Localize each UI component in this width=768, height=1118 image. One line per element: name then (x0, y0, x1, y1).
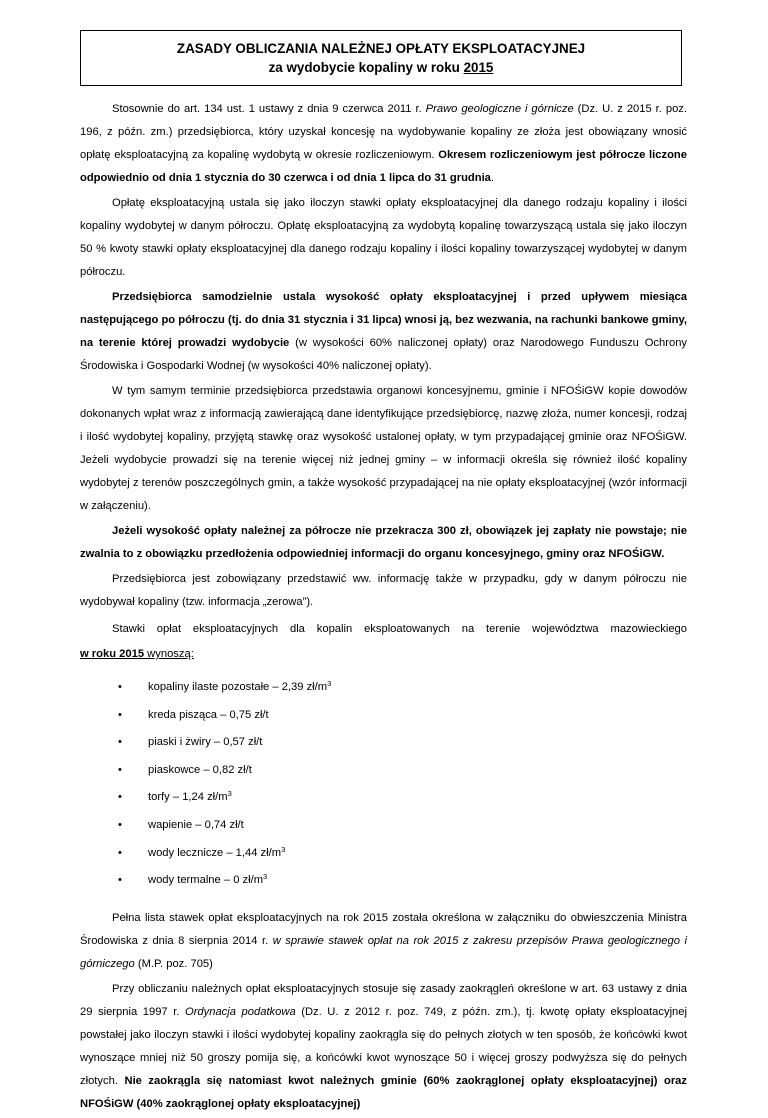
bullet-icon: • (118, 708, 122, 721)
rates-intro-tail: wynoszą: (144, 648, 194, 660)
paragraph-calculation: Opłatę eksploatacyjną ustala się jako iloczyn stawki opłaty eksploatacyjnej dla danego rodzaju kopaliny i ilości kopaliny wydobytej w danym półroczu. Opłatę eksploatacyjną za wydobytą kopalinę towarzyszącą ustala się jako iloczyn 50 % kwoty stawki opłaty eksploatacyjnej dla danego rodzaju kopaliny i ilości kopaliny towarzyszącej wydobytej w danym półroczu. (80, 197, 687, 278)
subtitle-year: 2015 (463, 60, 494, 75)
p8-text-b: (Dz. U. z 2012 r. poz. 749, z późn. zm.), tj. kwotę opłaty eksploatacyjnej powstałej jako iloczyn stawki i ilości wydobytej kopaliny zaokrągla się do pełnych złotych w ten sposób, że końcówki kwot wynoszące mniej niż 50 groszy pomija się, a końcówki kwot wynoszące 50 i więcej groszy podwyższa się do pełnych złotych. (80, 1005, 687, 1087)
p1-law-title: Prawo geologiczne i górnicze (425, 103, 574, 115)
rate-unit-superscript: 3 (281, 844, 286, 854)
bullet-icon: • (118, 681, 122, 693)
rate-item (80, 786, 687, 814)
p8-act-title: Ordynacja podatkowa (185, 1005, 296, 1018)
p3-payment-deadline: Przedsiębiorca samodzielnie ustala wysokość opłaty eksploatacyjnej i przed upływem miesiąca następującego po półroczu (tj. do dnia 31 stycznia i 31 lipca) wnosi ją, bez wezwania, na rachunki bankowe gminy, na terenie której prowadzi wydobycie (80, 291, 687, 349)
paragraph-full-list (80, 907, 687, 976)
rate-text: wody lecznicze – 1,44 zł/m (148, 846, 282, 859)
paragraph-zero-info: Przedsiębiorca jest zobowiązany przedstawić ww. informację także w przypadku, gdy w danym półroczu nie wydobywał kopaliny (tzw. informacja „zerowa”). (80, 573, 687, 608)
rate-text: wapienie – 0,74 zł/t (148, 818, 244, 831)
p1-settlement-period: Okresem rozliczeniowym jest półrocze liczone odpowiednio od dnia 1 stycznia do 30 czerwca i od dnia 1 lipca do 31 grudnia (80, 149, 687, 184)
bullet-icon: • (118, 791, 122, 804)
document-title-box (80, 30, 682, 86)
paragraph-rounding (80, 978, 687, 1116)
p7-regulation-title: w sprawie stawek opłat na rok 2015 z zakresu przepisów Prawa geologicznego i górniczego (80, 934, 687, 970)
rate-text: wody termalne – 0 zł/m (148, 874, 264, 887)
rate-text: kopaliny ilaste pozostałe – 2,39 zł/m (148, 681, 328, 693)
p8-text-a: Przy obliczaniu należnych opłat eksploatacyjnych stosuje się zasady zaokrągleń określone w art. 63 ustawy z dnia 29 sierpnia 1997 r. (80, 982, 687, 1018)
p1-text-c: . (490, 172, 495, 184)
rate-unit-superscript: 3 (227, 789, 232, 799)
rate-item (80, 676, 687, 704)
rates-intro-year (80, 643, 687, 666)
bullet-icon: • (118, 736, 122, 749)
paragraph-legal-basis (80, 98, 687, 190)
bullet-icon: • (118, 818, 122, 831)
rate-item (80, 869, 687, 897)
rate-unit-superscript: 3 (263, 872, 268, 882)
p8-no-rounding: Nie zaokrągla się natomiast kwot należnych gminie (60% zaokrąglonej opłaty eksploatacyjnej) oraz NFOŚiGW (40% zaokrąglonej opłaty eksploatacyjnej) (80, 1074, 687, 1110)
rate-item (80, 704, 687, 732)
rate-item (80, 814, 687, 842)
rate-text: piaski i żwiry – 0,57 zł/t (148, 736, 263, 749)
p3-text-rest: (w wysokości 60% naliczonej opłaty) oraz Narodowego Funduszu Ochrony Środowiska i Gospodarki Wodnej (w wysokości 40% naliczonej opłaty). (80, 337, 688, 372)
p1-text-a: Stosownie do art. 134 ust. 1 ustawy z dnia 9 czerwca 2011 r. (112, 103, 426, 115)
rates-intro: Stawki opłat eksploatacyjnych dla kopalin eksploatowanych na terenie województwa mazowieckiego (112, 623, 687, 635)
paragraph-payment (80, 286, 687, 378)
bullet-icon: • (118, 846, 122, 859)
rate-item (80, 759, 687, 787)
bullet-icon: • (118, 763, 122, 776)
paragraph-threshold (80, 520, 687, 566)
subtitle-prefix: za wydobycie kopaliny w roku (268, 60, 464, 75)
p5-threshold-text: Jeżeli wysokość opłaty należnej za półrocze nie przekracza 300 zł, obowiązek jej zapłaty nie powstaje; nie zwalnia to z obowiązku przedłożenia odpowiedniej informacji do organu koncesyjnego, gminy oraz NFOŚiGW. (80, 525, 687, 560)
document-subtitle (81, 58, 681, 77)
p7-text-a: Pełna lista stawek opłat eksploatacyjnych na rok 2015 została określona w załączniku do obwieszczenia Ministra Środowiska z dnia 8 sierpnia 2014 r. (80, 911, 687, 947)
p1-text-b: (Dz. U. z 2015 r. poz. 196, z późn. zm.) przedsiębiorca, który uzyskał koncesję na wydobywanie kopaliny ze złoża jest obowiązany wnosić opłatę eksploatacyjną za kopalinę wydobytą w okresie rozliczeniowym. (80, 103, 687, 161)
rate-text: kreda pisząca – 0,75 zł/t (148, 708, 269, 721)
p7-text-b: (M.P. poz. 705) (134, 957, 213, 970)
rate-item (80, 731, 687, 759)
rate-text: piaskowce – 0,82 zł/t (148, 763, 252, 776)
bullet-icon: • (118, 874, 122, 887)
document-title: ZASADY OBLICZANIA NALEŻNEJ OPŁATY EKSPLOATACYJNEJ (176, 41, 586, 56)
rates-list (80, 676, 687, 897)
rate-unit-superscript: 3 (327, 679, 332, 688)
paragraph-documents: W tym samym terminie przedsiębiorca przedstawia organowi koncesyjnemu, gminie i NFOŚiGW kopie dowodów dokonanych wpłat wraz z informacją zawierającą dane identyfikujące przedsiębiorcę, nazwę złoża, numer koncesji, rodzaj i ilość wydobytej kopaliny, przyjętą stawkę oraz wysokość ustalonej opłaty, w tym przypadającej gminie oraz NFOŚiGW. Jeżeli wydobycie prowadzi się na terenie więcej niż jednej gminy – w informacji określa się również ilość kopaliny wydobytej z terenów poszczególnych gmin, a także wysokość przypadającej na nie opłaty eksploatacyjnej (wzór informacji w załączeniu). (80, 385, 687, 512)
rates-year: w roku 2015 (80, 648, 145, 660)
rate-text: torfy – 1,24 zł/m (148, 791, 228, 804)
rate-item (80, 842, 687, 870)
document-body (80, 98, 687, 1118)
